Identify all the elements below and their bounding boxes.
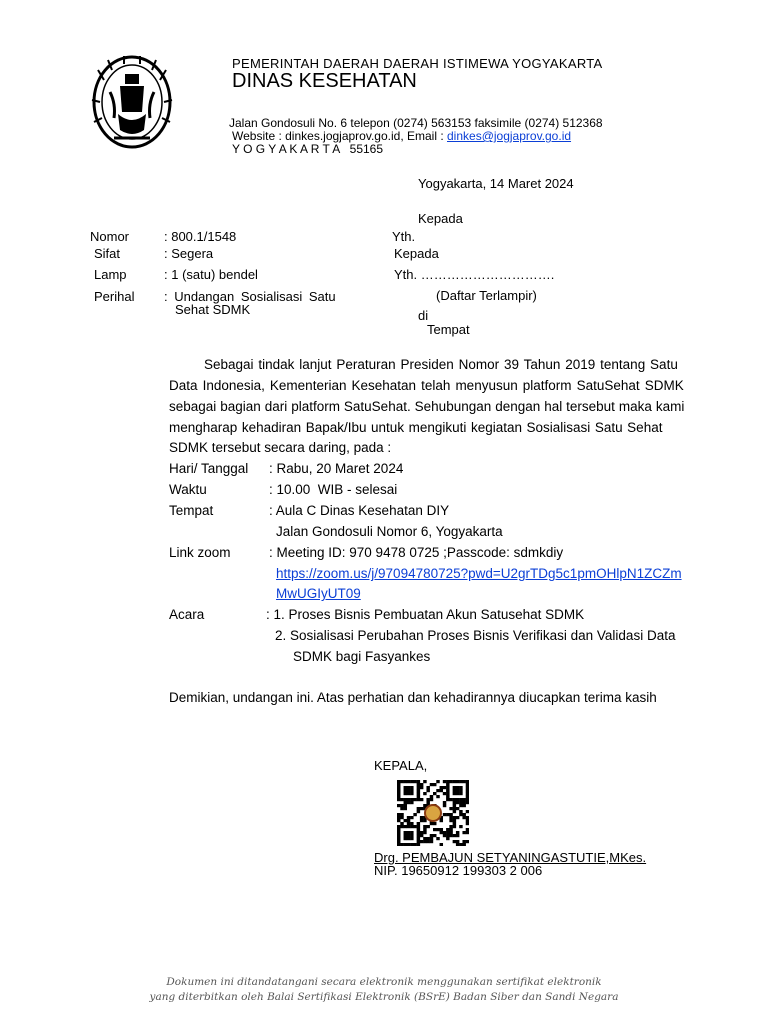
perihal-value-2: Sehat SDMK	[175, 302, 251, 317]
lamp-value: : 1 (satu) bendel	[164, 267, 258, 282]
signer-nip: NIP. 19650912 199303 2 006	[374, 863, 543, 878]
acara-item-2b: SDMK bagi Fasyankes	[293, 649, 431, 664]
zoom-link-1[interactable]: https://zoom.us/j/97094780725?pwd=U2grTDg5c1pmOHlpN1ZCZm	[276, 566, 682, 581]
nomor-label: Nomor	[90, 229, 130, 244]
qr-code	[397, 780, 469, 846]
qr-center-emblem	[425, 805, 441, 821]
website-text: Website : dinkes.jogjaprov.go.id, Email :	[232, 129, 447, 143]
letterhead-website	[232, 129, 571, 143]
emblem-logo	[90, 52, 174, 152]
email-link[interactable]: dinkes@jogjaprov.go.id	[447, 129, 572, 143]
tempat-value-2: Jalan Gondosuli Nomor 6, Yogyakarta	[276, 524, 503, 539]
letterhead-city: Y O G Y A K A R T A 55165	[232, 142, 384, 156]
nomor-value: : 800.1/1548	[164, 229, 237, 244]
footer-line-2: yang diterbitkan oleh Balai Sertifikasi Elektronik (BSrE) Badan Siber dan Sandi Negara	[149, 991, 619, 1003]
yth-1: Yth.	[392, 229, 416, 244]
letterhead-address: Jalan Gondosuli No. 6 telepon (0274) 563153 faksimile (0274) 512368	[229, 116, 603, 130]
yth-2: Yth. ………………………….	[394, 267, 555, 282]
kepada-2: Kepada	[394, 246, 439, 261]
signer-name: Drg. PEMBAJUN SETYANINGASTUTIE,MKes.	[374, 850, 647, 865]
para-line-2: sebagai bagian dari platform SatuSehat. Sehubungan dengan hal tersebut maka kami	[169, 399, 685, 414]
recipient-di: di	[418, 308, 429, 323]
signature-title: KEPALA,	[374, 758, 428, 773]
footer-line-1: Dokumen ini ditandatangani secara elektronik menggunakan sertifikat elektronik	[166, 976, 602, 988]
letterhead-gov: PEMERINTAH DAERAH DAERAH ISTIMEWA YOGYAKARTA	[232, 56, 603, 71]
daftar-terlampir: (Daftar Terlampir)	[436, 288, 537, 303]
para-line-3: mengharap kehadiran Bapak/Ibu untuk mengikuti kegiatan Sosialisasi Satu Sehat	[169, 420, 663, 435]
waktu-label: Waktu	[169, 482, 207, 497]
recipient-tempat: Tempat	[427, 322, 470, 337]
para-line-4: SDMK tersebut secara daring, pada :	[169, 440, 392, 455]
perihal-value-1: : Undangan Sosialisasi Satu	[164, 289, 336, 304]
hari-value: : Rabu, 20 Maret 2024	[269, 461, 404, 476]
acara-item-2: 2. Sosialisasi Perubahan Proses Bisnis Verifikasi dan Validasi Data	[275, 628, 676, 643]
sifat-value: : Segera	[164, 246, 214, 261]
kepada-1: Kepada	[418, 211, 463, 226]
date-line: Yogyakarta, 14 Maret 2024	[418, 176, 574, 191]
zoom-link-2[interactable]: MwUGIyUT09	[276, 586, 361, 601]
sifat-label: Sifat	[94, 246, 121, 261]
perihal-label: Perihal	[94, 289, 135, 304]
hari-label: Hari/ Tanggal	[169, 461, 249, 476]
zoom-label: Link zoom	[169, 545, 231, 560]
letterhead-dept: DINAS KESEHATAN	[232, 70, 417, 92]
closing-text: Demikian, undangan ini. Atas perhatian dan kehadirannya diucapkan terima kasih	[169, 690, 657, 705]
tempat-value-1: : Aula C Dinas Kesehatan DIY	[269, 503, 450, 518]
para-line-1: Data Indonesia, Kementerian Kesehatan telah menyusun platform SatuSehat SDMK	[169, 378, 684, 393]
para-line-0: Sebagai tindak lanjut Peraturan Presiden Nomor 39 Tahun 2019 tentang Satu	[204, 357, 678, 372]
acara-item-1: : 1. Proses Bisnis Pembuatan Akun Satusehat SDMK	[266, 607, 585, 622]
tempat-label: Tempat	[169, 503, 214, 518]
waktu-value: : 10.00 WIB - selesai	[269, 482, 398, 497]
zoom-value: : Meeting ID: 970 9478 0725 ;Passcode: sdmkdiy	[269, 545, 564, 560]
acara-label: Acara	[169, 607, 205, 622]
lamp-label: Lamp	[94, 267, 127, 282]
